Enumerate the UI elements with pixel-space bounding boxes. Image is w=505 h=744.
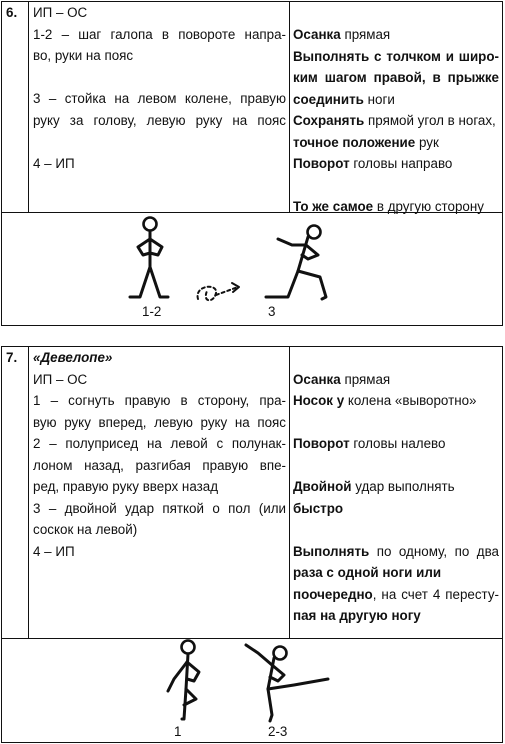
note-line: Сохранять прямой угол в ногах,	[293, 113, 496, 128]
note-line: пая на другую ногу	[293, 608, 421, 623]
exercise-7-title: «Девелопе»	[33, 350, 113, 365]
exercise-7-description	[29, 347, 290, 638]
desc-line: 3 – двойной удар пяткой о пол (или	[33, 500, 286, 516]
desc-line: 1 – согнуть правую в сторону, пра-	[33, 393, 286, 408]
caption-3: 3	[268, 304, 276, 319]
desc-line: ИП – ОС	[33, 5, 88, 20]
note-line: Двойной удар выполнять	[293, 479, 455, 494]
caption-1-2: 1-2	[142, 304, 162, 319]
note-line: быстро	[293, 500, 344, 516]
desc-line: ИП – ОС	[33, 371, 88, 387]
desc-line: 4 – ИП	[33, 155, 75, 171]
caption-1: 1	[174, 724, 182, 739]
exercise-7-stick-figures	[2, 639, 502, 742]
desc-line: 3 – стойка на левом колене, правую	[33, 91, 286, 106]
note-line: ким шагом правой, в прыжке	[293, 70, 499, 85]
exercise-7-table	[1, 346, 503, 743]
exercise-6-description	[29, 2, 290, 212]
note-line: Поворот головы направо	[293, 156, 453, 171]
note-line	[293, 347, 499, 369]
note-line: Носок у колена «выворотно»	[293, 393, 477, 408]
note-line: раза с одной ноги или	[293, 565, 442, 580]
note-line: соединить ноги	[293, 91, 395, 107]
note-line: Осанка прямая	[293, 371, 391, 387]
exercise-7-figure	[2, 639, 502, 742]
desc-line: во, руки на пояс	[33, 48, 134, 63]
desc-line: лоном назад, разгибая правую впе-	[33, 457, 286, 473]
note-line	[293, 519, 499, 541]
note-line: точное положение рук	[293, 134, 439, 150]
desc-line: 1-2 – шаг галопа в повороте напра-	[33, 26, 286, 42]
note-line: Осанка прямая	[293, 27, 391, 42]
desc-line: 4 – ИП	[33, 543, 75, 559]
exercise-7-number: 7.	[2, 347, 29, 638]
caption-2-3: 2-3	[268, 724, 288, 739]
note-line: Выполнять с толчком и широ-	[293, 48, 499, 64]
exercise-7-notes	[290, 347, 502, 638]
desc-line: соскок на левой)	[33, 522, 138, 537]
desc-line: руку за голову, левую руку на пояс	[33, 112, 286, 128]
note-line: поочередно, на счет 4 пересту-	[293, 586, 499, 602]
desc-line: 2 – полуприсед на левой с полунак-	[33, 436, 286, 451]
exercise-6-figure	[2, 213, 502, 325]
desc-line: вую руку вперед, левую руку на пояс	[33, 414, 286, 430]
desc-line	[33, 67, 286, 89]
exercise-6-notes	[290, 2, 502, 212]
exercise-6-table	[1, 1, 503, 326]
exercise-6-stick-figures	[2, 213, 502, 325]
desc-line	[33, 131, 286, 153]
note-line: Выполнять по одному, по два	[293, 543, 499, 559]
note-line	[293, 412, 499, 434]
note-line: Поворот головы налево	[293, 436, 446, 451]
exercise-6-number: 6.	[2, 2, 29, 212]
note-line	[293, 175, 499, 197]
desc-line: ред, правую руку вверх назад	[33, 479, 219, 494]
note-line	[293, 455, 499, 477]
exercise-6-text-row	[2, 2, 502, 213]
note-line: То же самое в другую сторону	[293, 199, 484, 214]
exercise-7-text-row	[2, 347, 502, 639]
